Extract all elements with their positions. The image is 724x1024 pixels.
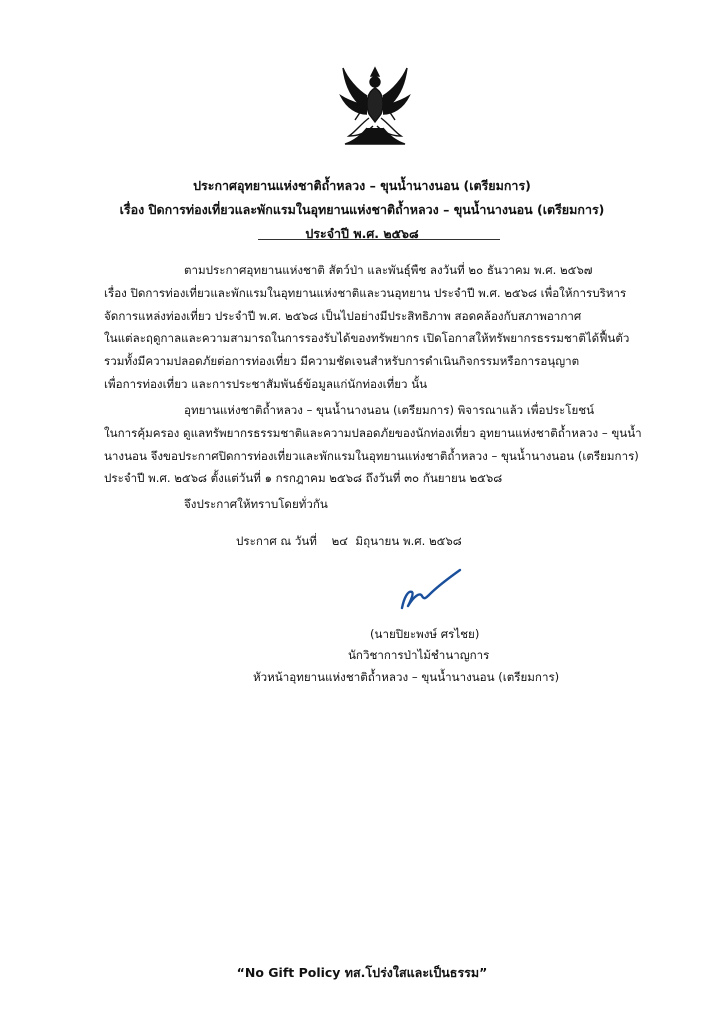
title-divider xyxy=(258,239,500,240)
footer-slogan: “No Gift Policy ทส.โปร่งใสและเป็นธรรม” xyxy=(236,965,488,980)
title-line-1: ประกาศอุทยานแห่งชาติถ้ำหลวง – ขุนน้ำนางนอน (เตรียมการ) xyxy=(193,178,531,193)
signatory-position: นักวิชาการป่าไม้ชำนาญการ xyxy=(348,648,490,662)
paragraph-line: เพื่อการท่องเที่ยว และการประชาสัมพันธ์ข้อมูลแก่นักท่องเที่ยว นั้น xyxy=(104,376,428,391)
paragraph-line: ตามประกาศอุทยานแห่งชาติ สัตว์ป่า และพันธุ์พืช ลงวันที่ ๒๐ ธันวาคม พ.ศ. ๒๕๖๗ xyxy=(184,263,593,277)
announcement-date: ประกาศ ณ วันที่ ๒๔ มิถุนายน พ.ศ. ๒๕๖๘ xyxy=(236,534,462,548)
closing-line: จึงประกาศให้ทราบโดยทั่วกัน xyxy=(184,497,328,511)
garuda-emblem-icon xyxy=(337,62,413,148)
paragraph-line: ในการคุ้มครอง ดูแลทรัพยากรธรรมชาติและความปลอดภัยของนักท่องเที่ยว อุทยานแห่งชาติถ้ำหลวง – ขุนน้ำ xyxy=(104,425,642,440)
paragraph-line: เรื่อง ปิดการท่องเที่ยวและพักแรมในอุทยานแห่งชาติและวนอุทยาน ประจำปี พ.ศ. ๒๕๖๘ เพื่อให้การบริหาร xyxy=(104,285,627,300)
paragraph-line: นางนอน จึงขอประกาศปิดการท่องเที่ยวและพักแรมในอุทยานแห่งชาติถ้ำหลวง – ขุนน้ำนางนอน (เตรียมการ) xyxy=(104,448,639,463)
signatory-name: (นายปิยะพงษ์ ศรไชย) xyxy=(370,627,480,641)
paragraph-line: ประจำปี พ.ศ. ๒๕๖๘ ตั้งแต่วันที่ ๑ กรกฎาคม ๒๕๖๘ ถึงวันที่ ๓๐ กันยายน ๒๕๖๘ xyxy=(104,471,503,486)
paragraph-2 xyxy=(104,399,640,490)
signature-icon xyxy=(392,562,472,616)
paragraph-line: ในแต่ละฤดูกาลและความสามารถในการรองรับได้ของทรัพยากร เปิดโอกาสให้ทรัพยากรธรรมชาติได้ฟื้นตัว xyxy=(104,331,630,346)
paragraph-line: อุทยานแห่งชาติถ้ำหลวง – ขุนน้ำนางนอน (เตรียมการ) พิจารณาแล้ว เพื่อประโยชน์ xyxy=(184,403,595,417)
title-line-3: ประจำปี พ.ศ. ๒๕๖๘ xyxy=(305,226,419,241)
title-line-2: เรื่อง ปิดการท่องเที่ยวและพักแรมในอุทยานแห่งชาติถ้ำหลวง – ขุนน้ำนางนอน (เตรียมการ) xyxy=(119,202,605,217)
signatory-title: หัวหน้าอุทยานแห่งชาติถ้ำหลวง – ขุนน้ำนางนอน (เตรียมการ) xyxy=(253,670,560,684)
paragraph-line: จัดการแหล่งท่องเที่ยว ประจำปี พ.ศ. ๒๕๖๘ เป็นไปอย่างมีประสิทธิภาพ สอดคล้องกับสภาพอากาศ xyxy=(104,308,582,323)
paragraph-1 xyxy=(104,259,640,396)
paragraph-line: รวมทั้งมีความปลอดภัยต่อการท่องเที่ยว มีความชัดเจนสำหรับการดำเนินกิจกรรมหรือการอนุญาต xyxy=(104,354,580,369)
